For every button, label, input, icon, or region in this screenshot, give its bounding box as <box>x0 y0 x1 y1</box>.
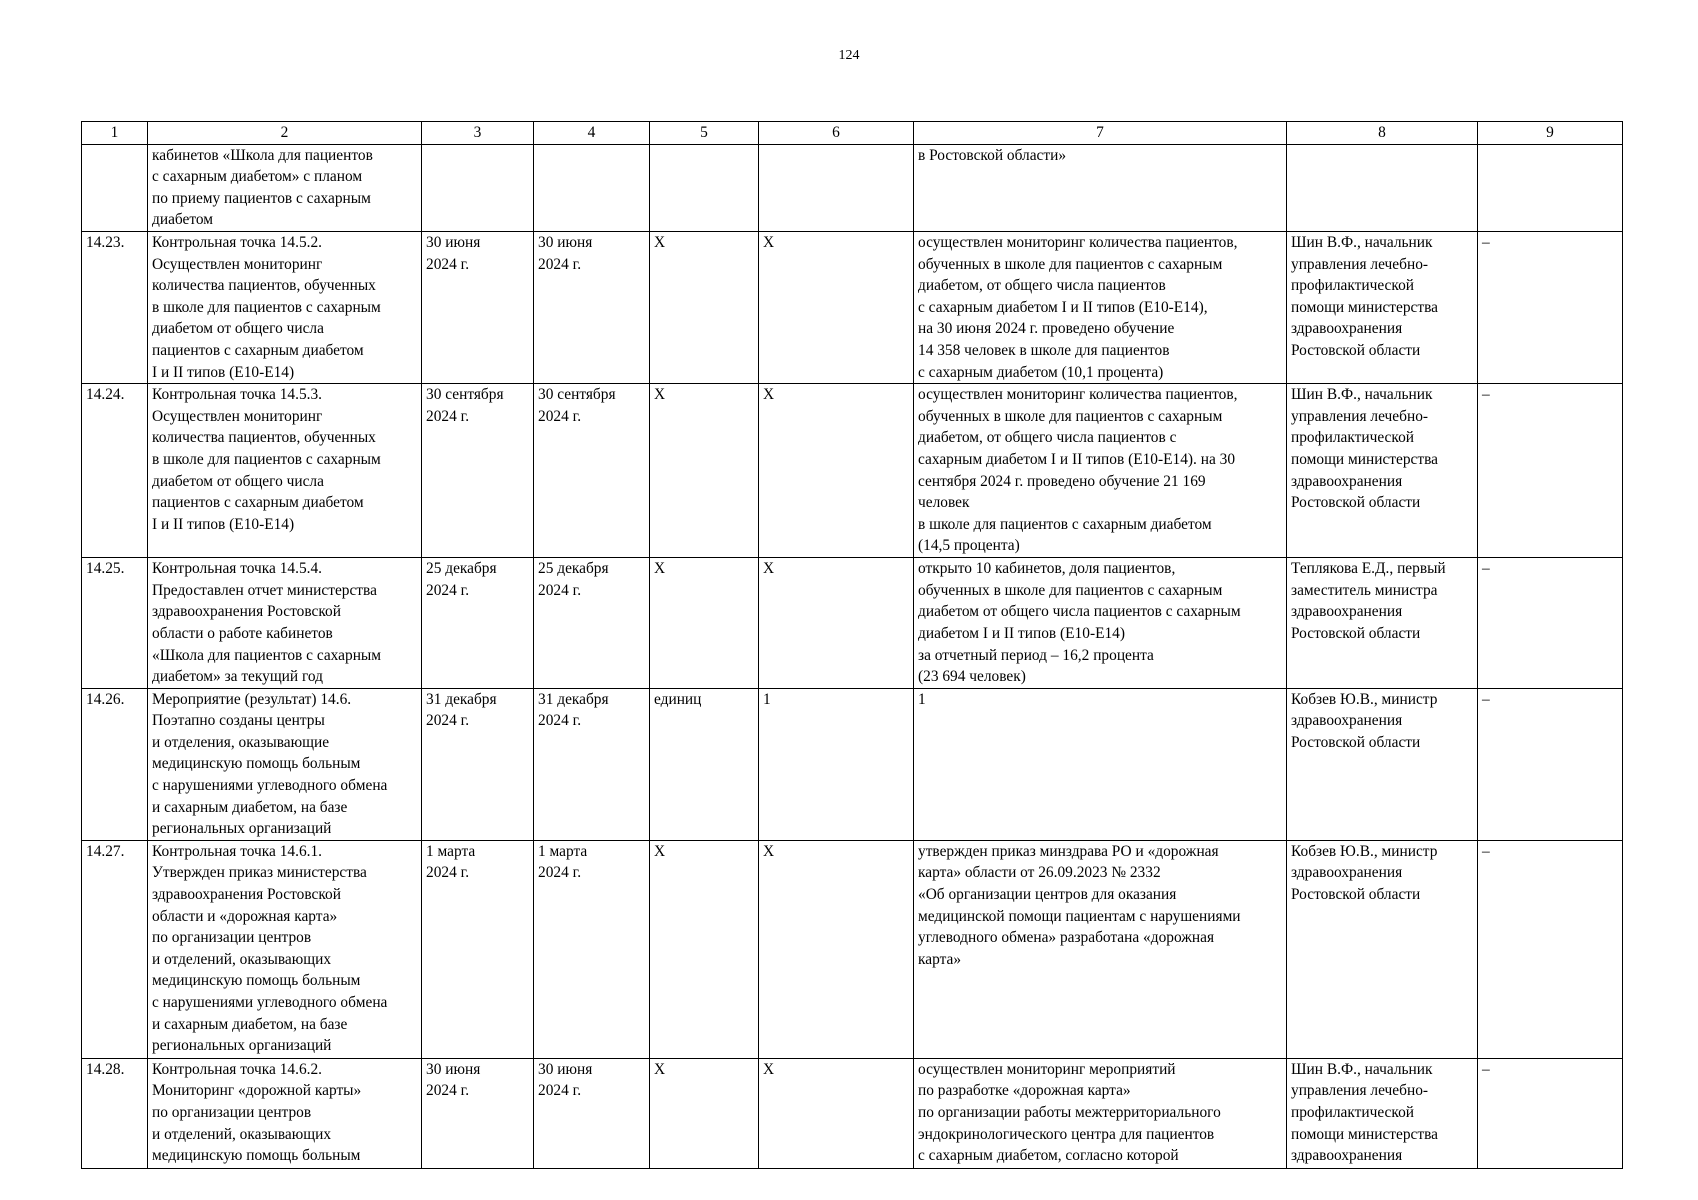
responsible-person: Кобзев Ю.В., министр здравоохранения Ростовской области <box>1287 688 1478 840</box>
responsible-person: Шин В.Ф., начальник управления лечебно- профилактической помощи министерства здравоохранения Ростовской области <box>1287 231 1478 383</box>
unit: X <box>650 384 759 558</box>
activity-name: Контрольная точка 14.6.2. Мониторинг «дорожной карты» по организации центров и отделений, оказывающих медицинскую помощь больным <box>148 1058 422 1168</box>
row-number: 14.28. <box>82 1058 148 1168</box>
note: – <box>1478 558 1623 689</box>
unit <box>650 144 759 231</box>
responsible-person: Шин В.Ф., начальник управления лечебно- профилактической помощи министерства здравоохранения <box>1287 1058 1478 1168</box>
plan-value: X <box>759 384 914 558</box>
row-number <box>82 144 148 231</box>
start-date: 1 марта 2024 г. <box>422 840 534 1058</box>
unit: единиц <box>650 688 759 840</box>
page-number: 124 <box>838 48 860 63</box>
unit: X <box>650 558 759 689</box>
activities-table <box>81 121 1623 1169</box>
row-number: 14.24. <box>82 384 148 558</box>
end-date <box>534 144 650 231</box>
end-date: 30 сентября 2024 г. <box>534 384 650 558</box>
plan-value: X <box>759 231 914 383</box>
end-date: 31 декабря 2024 г. <box>534 688 650 840</box>
fact-description: осуществлен мониторинг количества пациентов, обученных в школе для пациентов с сахарным диабетом, от общего числа пациентов с сахарным диабетом I и II типов (E10-E14). на 30 сентября 2024 г. проведено обучение 21 169 человек в школе для пациентов с сахарным диабетом (14,5 процента) <box>914 384 1287 558</box>
note: – <box>1478 1058 1623 1168</box>
table-row <box>82 1058 1623 1168</box>
plan-value: 1 <box>759 688 914 840</box>
fact-description: осуществлен мониторинг количества пациентов, обученных в школе для пациентов с сахарным диабетом, от общего числа пациентов с сахарным диабетом I и II типов (E10-E14), на 30 июня 2024 г. проведено обучение 14 358 человек в школе для пациентов с сахарным диабетом (10,1 процента) <box>914 231 1287 383</box>
end-date: 30 июня 2024 г. <box>534 231 650 383</box>
unit: X <box>650 1058 759 1168</box>
start-date: 31 декабря 2024 г. <box>422 688 534 840</box>
unit: X <box>650 840 759 1058</box>
plan-value <box>759 144 914 231</box>
column-number: 4 <box>534 122 650 145</box>
table-row <box>82 144 1623 231</box>
column-number: 2 <box>148 122 422 145</box>
column-number: 7 <box>914 122 1287 145</box>
responsible-person: Шин В.Ф., начальник управления лечебно- профилактической помощи министерства здравоохранения Ростовской области <box>1287 384 1478 558</box>
end-date: 25 декабря 2024 г. <box>534 558 650 689</box>
start-date <box>422 144 534 231</box>
activity-name: Контрольная точка 14.5.3. Осуществлен мониторинг количества пациентов, обученных в школе для пациентов с сахарным диабетом от общего числа пациентов с сахарным диабетом I и II типов (E10-E14) <box>148 384 422 558</box>
plan-value: X <box>759 558 914 689</box>
column-number: 9 <box>1478 122 1623 145</box>
fact-description: в Ростовской области» <box>914 144 1287 231</box>
fact-description: 1 <box>914 688 1287 840</box>
activity-name: Контрольная точка 14.5.4. Предоставлен отчет министерства здравоохранения Ростовской области о работе кабинетов «Школа для пациентов с сахарным диабетом» за текущий год <box>148 558 422 689</box>
column-number: 8 <box>1287 122 1478 145</box>
start-date: 30 сентября 2024 г. <box>422 384 534 558</box>
fact-description: открыто 10 кабинетов, доля пациентов, обученных в школе для пациентов с сахарным диабетом от общего числа пациентов с сахарным диабетом I и II типов (E10-E14) за отчетный период – 16,2 процента (23 694 человек) <box>914 558 1287 689</box>
activity-name: Контрольная точка 14.5.2. Осуществлен мониторинг количества пациентов, обученных в школе для пациентов с сахарным диабетом от общего числа пациентов с сахарным диабетом I и II типов (E10-E14) <box>148 231 422 383</box>
row-number: 14.25. <box>82 558 148 689</box>
start-date: 30 июня 2024 г. <box>422 1058 534 1168</box>
start-date: 30 июня 2024 г. <box>422 231 534 383</box>
row-number: 14.27. <box>82 840 148 1058</box>
fact-description: осуществлен мониторинг мероприятий по разработке «дорожная карта» по организации работы межтерриториального эндокринологического центра для пациентов с сахарным диабетом, согласно которой <box>914 1058 1287 1168</box>
start-date: 25 декабря 2024 г. <box>422 558 534 689</box>
table-row <box>82 688 1623 840</box>
note: – <box>1478 688 1623 840</box>
end-date: 30 июня 2024 г. <box>534 1058 650 1168</box>
column-number: 5 <box>650 122 759 145</box>
note: – <box>1478 231 1623 383</box>
row-number: 14.26. <box>82 688 148 840</box>
table-row <box>82 558 1623 689</box>
responsible-person: Кобзев Ю.В., министр здравоохранения Ростовской области <box>1287 840 1478 1058</box>
column-number-row <box>82 122 1623 145</box>
table-row <box>82 384 1623 558</box>
note: – <box>1478 384 1623 558</box>
fact-description: утвержден приказ минздрава РО и «дорожная карта» области от 26.09.2023 № 2332 «Об организации центров для оказания медицинской помощи пациентам с нарушениями углеводного обмена» разработана «дорожная карта» <box>914 840 1287 1058</box>
note: – <box>1478 840 1623 1058</box>
column-number: 6 <box>759 122 914 145</box>
activity-name: Мероприятие (результат) 14.6. Поэтапно созданы центры и отделения, оказывающие медицинскую помощь больным с нарушениями углеводного обмена и сахарным диабетом, на базе региональных организаций <box>148 688 422 840</box>
row-number: 14.23. <box>82 231 148 383</box>
responsible-person <box>1287 144 1478 231</box>
plan-value: X <box>759 840 914 1058</box>
table-row <box>82 840 1623 1058</box>
column-number: 1 <box>82 122 148 145</box>
plan-value: X <box>759 1058 914 1168</box>
column-number: 3 <box>422 122 534 145</box>
activity-name: Контрольная точка 14.6.1. Утвержден приказ министерства здравоохранения Ростовской области и «дорожная карта» по организации центров и отделений, оказывающих медицинскую помощь больным с нарушениями углеводного обмена и сахарным диабетом, на базе региональных организаций <box>148 840 422 1058</box>
table-row <box>82 231 1623 383</box>
end-date: 1 марта 2024 г. <box>534 840 650 1058</box>
activity-name: кабинетов «Школа для пациентов с сахарным диабетом» с планом по приему пациентов с сахарным диабетом <box>148 144 422 231</box>
responsible-person: Теплякова Е.Д., первый заместитель министра здравоохранения Ростовской области <box>1287 558 1478 689</box>
note <box>1478 144 1623 231</box>
unit: X <box>650 231 759 383</box>
